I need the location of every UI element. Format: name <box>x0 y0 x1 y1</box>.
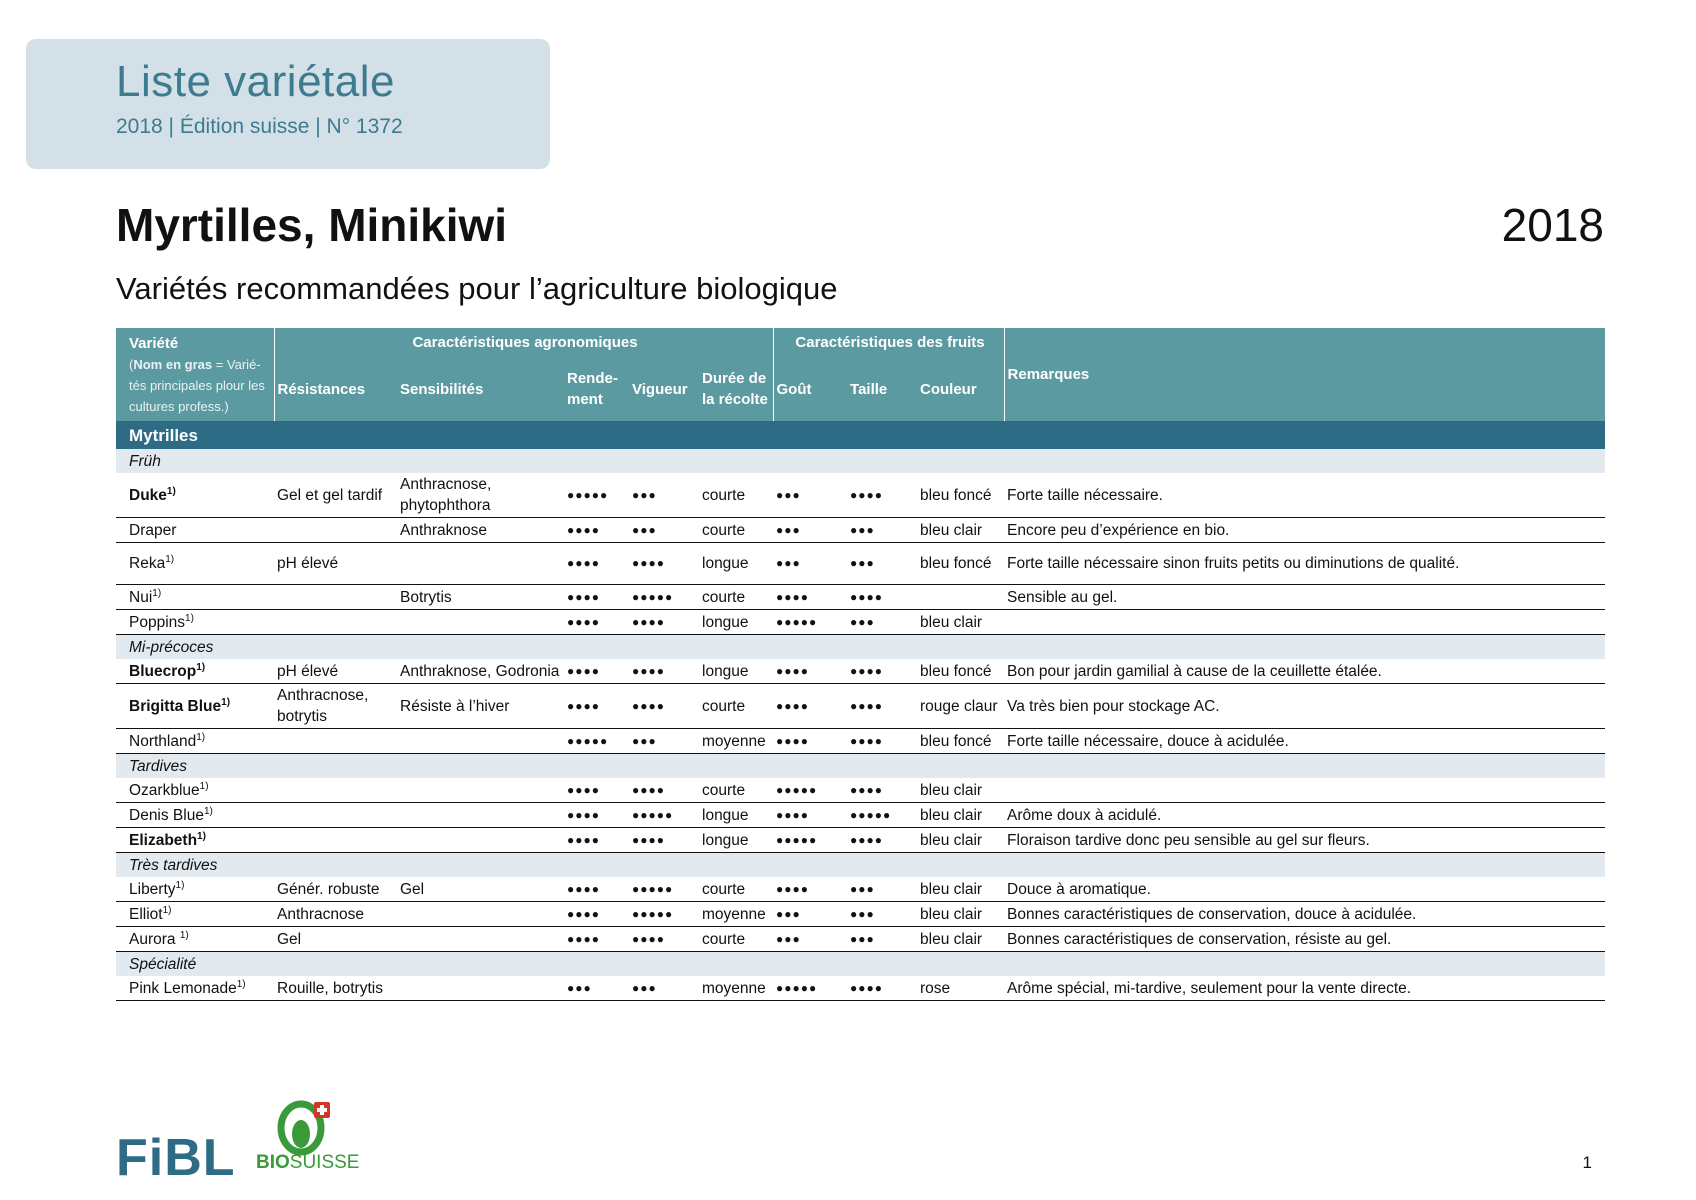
size-rating: ●●●● <box>840 828 912 853</box>
fruit-color: rouge claur <box>912 684 1004 729</box>
size-rating: ●●●● <box>840 729 912 754</box>
taste-rating: ●●● <box>773 518 840 543</box>
vigor-rating: ●●●●● <box>629 877 699 902</box>
size-rating: ●●● <box>840 543 912 585</box>
vigor-rating: ●●●● <box>629 684 699 729</box>
fibl-logo: FiBL <box>116 1129 236 1187</box>
table-row <box>116 684 1605 729</box>
table-row <box>116 543 1605 585</box>
vigor-rating: ●●● <box>629 473 699 518</box>
remarks: Bonnes caractéristiques de conservation, résiste au gel. <box>1004 927 1605 952</box>
sensitivity <box>392 729 564 754</box>
sensitivity <box>392 976 564 1001</box>
yield-rating: ●●●●● <box>564 729 629 754</box>
yield-rating: ●●●● <box>564 610 629 635</box>
resistance: pH élevé <box>274 659 392 684</box>
table-row <box>116 976 1605 1001</box>
vigor-rating: ●●●●● <box>629 803 699 828</box>
size-rating: ●●●●● <box>840 803 912 828</box>
remarks: Encore peu d’expérience en bio. <box>1004 518 1605 543</box>
harvest: courte <box>699 518 773 543</box>
yield-rating: ●●●● <box>564 778 629 803</box>
page-number: 1 <box>1582 1153 1592 1172</box>
edition-banner <box>26 39 550 169</box>
sensitivity <box>392 927 564 952</box>
fruit-color <box>912 585 1004 610</box>
taste-rating: ●●● <box>773 473 840 518</box>
harvest: courte <box>699 778 773 803</box>
fruit-color: bleu clair <box>912 927 1004 952</box>
vigor-rating: ●●●● <box>629 927 699 952</box>
variety-name: Denis Blue$^{1)}$ <box>116 803 274 828</box>
taste-rating: ●●●● <box>773 729 840 754</box>
fruit-color: bleu clair <box>912 877 1004 902</box>
remarks: Va très bien pour stockage AC. <box>1004 684 1605 729</box>
yield-rating: ●●●● <box>564 684 629 729</box>
fruit-color: bleu foncé <box>912 729 1004 754</box>
table-row <box>116 729 1605 754</box>
resistance <box>274 729 392 754</box>
resistance: Rouille, botrytis <box>274 976 392 1001</box>
page-subtitle: Variétés recommandées pour l’agriculture biologique <box>116 271 838 306</box>
yield-rating: ●●● <box>564 976 629 1001</box>
col-harvest: Durée de la récolte <box>699 357 773 421</box>
variety-name: Nui$^{1)}$ <box>116 585 274 610</box>
sensitivity: Anthraknose, Godronia <box>392 659 564 684</box>
remarks: Arôme doux à acidulé. <box>1004 803 1605 828</box>
variety-name: Duke$^{1)}$ <box>116 473 274 518</box>
taste-rating: ●●●● <box>773 684 840 729</box>
fruit-color: bleu clair <box>912 902 1004 927</box>
resistance <box>274 610 392 635</box>
yield-rating: ●●●● <box>564 877 629 902</box>
resistance <box>274 828 392 853</box>
table-row <box>116 659 1605 684</box>
group-very-late: Très tardives <box>116 853 1605 878</box>
variety-name: Elizabeth$^{1)}$ <box>116 828 274 853</box>
remarks: Forte taille nécessaire, douce à acidulée. <box>1004 729 1605 754</box>
yield-rating: ●●●● <box>564 518 629 543</box>
variety-name: Brigitta Blue$^{1)}$ <box>116 684 274 729</box>
remarks: Bonnes caractéristiques de conservation, douce à acidulée. <box>1004 902 1605 927</box>
taste-rating: ●●●● <box>773 585 840 610</box>
variety-header: Variété (Nom en gras = Varié-tés principales plour les cultures profess.) <box>116 328 274 421</box>
taste-rating: ●●●●● <box>773 778 840 803</box>
vigor-rating: ●●●●● <box>629 902 699 927</box>
group-early: Früh <box>116 449 1605 473</box>
remarks: Arôme spécial, mi-tardive, seulement pour la vente directe. <box>1004 976 1605 1001</box>
remarks: Floraison tardive donc peu sensible au gel sur fleurs. <box>1004 828 1605 853</box>
remarks: Bon pour jardin gamilial à cause de la ceuillette étalée. <box>1004 659 1605 684</box>
table-row <box>116 877 1605 902</box>
harvest: courte <box>699 927 773 952</box>
table-row <box>116 803 1605 828</box>
variety-name: Reka$^{1)}$ <box>116 543 274 585</box>
resistance: Gel <box>274 927 392 952</box>
harvest: longue <box>699 803 773 828</box>
sensitivity <box>392 803 564 828</box>
size-rating: ●●●● <box>840 473 912 518</box>
size-rating: ●●●● <box>840 585 912 610</box>
sensitivity <box>392 828 564 853</box>
sensitivity: Gel <box>392 877 564 902</box>
bud-icon <box>256 1098 356 1158</box>
harvest: longue <box>699 543 773 585</box>
table-row <box>116 828 1605 853</box>
variety-name: Draper <box>116 518 274 543</box>
taste-rating: ●●●●● <box>773 976 840 1001</box>
harvest: courte <box>699 585 773 610</box>
sensitivity <box>392 543 564 585</box>
taste-rating: ●●● <box>773 927 840 952</box>
banner-title: Liste variétale <box>116 57 395 106</box>
fruit-color: bleu clair <box>912 610 1004 635</box>
col-size: Taille <box>840 357 912 421</box>
variety-name: Aurora $^{1)}$ <box>116 927 274 952</box>
table-row <box>116 927 1605 952</box>
size-rating: ●●●● <box>840 976 912 1001</box>
group-special: Spécialité <box>116 952 1605 977</box>
col-sensitivity: Sensibilités <box>392 357 564 421</box>
page-year: 2018 <box>1501 199 1604 251</box>
harvest: longue <box>699 659 773 684</box>
harvest: courte <box>699 877 773 902</box>
size-rating: ●●● <box>840 518 912 543</box>
harvest: longue <box>699 610 773 635</box>
page-title: Myrtilles, Minikiwi <box>116 199 508 251</box>
col-taste: Goût <box>773 357 840 421</box>
remarks-header: Remarques <box>1004 328 1605 421</box>
sensitivity <box>392 610 564 635</box>
vigor-rating: ●●●● <box>629 610 699 635</box>
variety-name: Poppins$^{1)}$ <box>116 610 274 635</box>
harvest: moyenne <box>699 902 773 927</box>
fruit-color: bleu clair <box>912 828 1004 853</box>
yield-rating: ●●●● <box>564 803 629 828</box>
taste-rating: ●●● <box>773 902 840 927</box>
fruit-color: bleu clair <box>912 518 1004 543</box>
yield-rating: ●●●● <box>564 927 629 952</box>
yield-rating: ●●●● <box>564 659 629 684</box>
fruit-color: bleu foncé <box>912 659 1004 684</box>
remarks: Sensible au gel. <box>1004 585 1605 610</box>
col-yield: Rende-ment <box>564 357 629 421</box>
fruit-color: bleu foncé <box>912 473 1004 518</box>
taste-rating: ●●●● <box>773 803 840 828</box>
vigor-rating: ●●●● <box>629 828 699 853</box>
resistance: Génér. robuste <box>274 877 392 902</box>
vigor-rating: ●●● <box>629 976 699 1001</box>
bio-suisse-wordmark: BIOSUISSE <box>256 1152 360 1173</box>
fruit-color: bleu foncé <box>912 543 1004 585</box>
resistance: Anthracnose, botrytis <box>274 684 392 729</box>
vigor-rating: ●●●● <box>629 778 699 803</box>
variety-name: Bluecrop$^{1)}$ <box>116 659 274 684</box>
table-row <box>116 902 1605 927</box>
fruit-color: bleu clair <box>912 778 1004 803</box>
taste-rating: ●●● <box>773 543 840 585</box>
resistance <box>274 585 392 610</box>
table-row <box>116 610 1605 635</box>
yield-rating: ●●●● <box>564 828 629 853</box>
table-row <box>116 473 1605 518</box>
variety-name: Elliot$^{1)}$ <box>116 902 274 927</box>
resistance: pH élevé <box>274 543 392 585</box>
col-vigor: Vigueur <box>629 357 699 421</box>
table-row <box>116 518 1605 543</box>
sensitivity: Anthraknose <box>392 518 564 543</box>
vigor-rating: ●●●●● <box>629 585 699 610</box>
remarks: Forte taille nécessaire sinon fruits petits ou diminutions de qualité. <box>1004 543 1605 585</box>
variety-table <box>116 328 1605 1001</box>
harvest: moyenne <box>699 729 773 754</box>
resistance <box>274 518 392 543</box>
col-resistance: Résistances <box>274 357 392 421</box>
vigor-rating: ●●●● <box>629 543 699 585</box>
vigor-rating: ●●●● <box>629 659 699 684</box>
harvest: courte <box>699 473 773 518</box>
remarks <box>1004 610 1605 635</box>
sensitivity: Anthracnose, phytophthora <box>392 473 564 518</box>
sensitivity: Botrytis <box>392 585 564 610</box>
resistance: Anthracnose <box>274 902 392 927</box>
taste-rating: ●●●●● <box>773 828 840 853</box>
banner-subtitle: 2018 | Édition suisse | N° 1372 <box>116 115 403 138</box>
yield-rating: ●●●●● <box>564 473 629 518</box>
col-color: Couleur <box>912 357 1004 421</box>
bio-suisse-logo <box>256 1098 360 1178</box>
harvest: courte <box>699 684 773 729</box>
variety-name: Ozarkblue$^{1)}$ <box>116 778 274 803</box>
vigor-rating: ●●● <box>629 729 699 754</box>
agro-group-header: Caractéristiques agronomiques <box>274 328 773 357</box>
size-rating: ●●● <box>840 927 912 952</box>
size-rating: ●●●● <box>840 778 912 803</box>
group-mid: Mi-précoces <box>116 635 1605 660</box>
variety-name: Liberty$^{1)}$ <box>116 877 274 902</box>
yield-rating: ●●●● <box>564 543 629 585</box>
variety-name: Pink Lemonade$^{1)}$ <box>116 976 274 1001</box>
yield-rating: ●●●● <box>564 585 629 610</box>
harvest: longue <box>699 828 773 853</box>
size-rating: ●●●● <box>840 659 912 684</box>
table-row <box>116 778 1605 803</box>
yield-rating: ●●●● <box>564 902 629 927</box>
fruit-color: rose <box>912 976 1004 1001</box>
resistance: Gel et gel tardif <box>274 473 392 518</box>
taste-rating: ●●●● <box>773 659 840 684</box>
harvest: moyenne <box>699 976 773 1001</box>
section-blueberries: Mytrilles <box>116 421 1605 449</box>
group-late: Tardives <box>116 754 1605 779</box>
remarks: Forte taille nécessaire. <box>1004 473 1605 518</box>
size-rating: ●●● <box>840 610 912 635</box>
resistance <box>274 778 392 803</box>
sensitivity <box>392 778 564 803</box>
remarks <box>1004 778 1605 803</box>
size-rating: ●●●● <box>840 684 912 729</box>
table-row <box>116 585 1605 610</box>
resistance <box>274 803 392 828</box>
fruit-color: bleu clair <box>912 803 1004 828</box>
variety-name: Northland$^{1)}$ <box>116 729 274 754</box>
sensitivity <box>392 902 564 927</box>
sensitivity: Résiste à l’hiver <box>392 684 564 729</box>
fruit-group-header: Caractéristiques des fruits <box>773 328 1004 357</box>
taste-rating: ●●●●● <box>773 610 840 635</box>
size-rating: ●●● <box>840 877 912 902</box>
vigor-rating: ●●● <box>629 518 699 543</box>
remarks: Douce à aromatique. <box>1004 877 1605 902</box>
taste-rating: ●●●● <box>773 877 840 902</box>
size-rating: ●●● <box>840 902 912 927</box>
